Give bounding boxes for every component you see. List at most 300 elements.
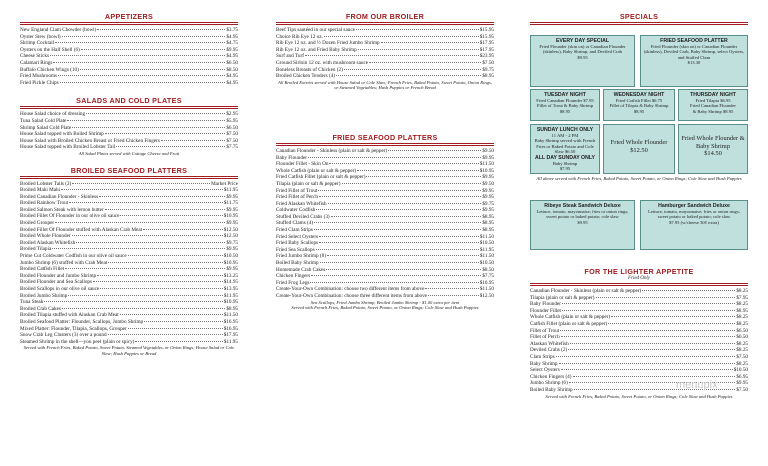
dot-leader xyxy=(329,163,478,164)
menu-item xyxy=(20,260,238,267)
from-broiler-title: FROM OUR BROILER xyxy=(345,12,425,21)
thursday-title: THURSDAY NIGHT xyxy=(690,92,736,98)
menu-item xyxy=(20,200,238,207)
menu-item xyxy=(276,188,494,195)
menu-item-price: $17.95 xyxy=(479,46,494,53)
menu-item-price: $9.95 xyxy=(226,46,238,53)
dot-leader xyxy=(120,215,222,216)
wednesday-title: WEDNESDAY NIGHT xyxy=(613,92,665,98)
menu-item xyxy=(276,73,494,80)
dot-leader xyxy=(62,36,226,37)
menu-item xyxy=(20,207,238,214)
menu-item xyxy=(20,220,238,227)
menu-item-name: Oysters on the Half Shell (6) xyxy=(20,46,80,53)
menu-item-name: Whole Catfish (plain or salt & pepper) xyxy=(276,167,357,174)
dot-leader xyxy=(562,303,735,304)
menu-item-price: $8.50 xyxy=(482,266,494,273)
menu-item xyxy=(20,53,238,60)
menu-item-price: $10.50 xyxy=(479,240,494,247)
dot-leader xyxy=(324,36,479,37)
menu-item-price: $6.50 xyxy=(226,59,238,66)
dot-leader xyxy=(116,146,225,147)
menu-item-price: $8.25 xyxy=(736,301,748,308)
lighter-list xyxy=(530,288,748,394)
dot-leader xyxy=(58,75,225,76)
dot-leader xyxy=(320,262,479,263)
ribeye-sandwich-box xyxy=(530,200,635,250)
menu-item-price: $9.95 xyxy=(482,154,494,161)
menu-item xyxy=(276,181,494,188)
menu-item xyxy=(276,214,494,221)
menu-item xyxy=(530,334,748,341)
menu-item xyxy=(276,27,494,34)
menu-item-name: Broiled Scallops in our olive oil sauce xyxy=(20,286,100,292)
menu-item xyxy=(276,273,494,280)
dot-leader xyxy=(596,297,736,298)
dot-leader xyxy=(86,113,225,114)
menu-item-name: Fillet of Perch xyxy=(530,334,560,341)
menu-item-name: Baby Shrimp xyxy=(530,360,558,367)
menu-item-price: $8.95 xyxy=(482,220,494,227)
dot-leader xyxy=(314,222,481,223)
from-broiler-note: All Broiled Entrées served with House Salad or Cole Slaw; French Fries, Baked Potato, Sweet Potato, Onion Rings, or Steamed Vegetables; Hush Puppies or French Bread xyxy=(278,79,492,91)
menu-item-name: Whole Catfish (plain or salt & pepper) xyxy=(530,314,611,321)
dot-leader xyxy=(562,310,735,311)
dot-leader xyxy=(319,236,479,237)
menu-item-name: Broiled Seafood Platter: Flounder, Scallops, Jumbo Shrimp xyxy=(20,318,144,325)
dot-leader xyxy=(72,235,223,236)
menu-item xyxy=(20,138,238,145)
menu-item-name: Broiled Lobster Tails (2) xyxy=(20,180,72,187)
menu-item-name: Fried Fillet of Trout xyxy=(276,187,318,194)
menu-item xyxy=(276,260,494,267)
menu-item xyxy=(276,67,494,74)
menu-item-name: Tilapia (plain or salt & pepper) xyxy=(276,180,341,187)
menu-item-name: Select Oysters xyxy=(530,367,560,374)
sunday-lunch-box xyxy=(530,124,600,174)
menu-item-name: Surf and Turf xyxy=(276,53,304,60)
menu-item-name: Boiled Baby Shrimp xyxy=(530,386,573,393)
menu-item-price: $9.95 xyxy=(226,220,238,227)
dot-leader xyxy=(44,301,222,302)
dot-leader xyxy=(381,42,479,43)
menu-item xyxy=(530,341,748,348)
dot-leader xyxy=(326,269,481,270)
menu-item-price: $7.75 xyxy=(226,144,238,151)
menu-item-name: Baby Flounder xyxy=(530,301,561,308)
menu-item xyxy=(276,247,494,254)
every-day-special-price: $9.95 xyxy=(577,54,588,60)
menu-item-price: $11.50 xyxy=(479,233,494,240)
menupix-watermark: menupix xyxy=(676,379,718,391)
menu-item-price: $8.95 xyxy=(226,305,238,312)
menu-item xyxy=(276,220,494,227)
menu-item-name: Shrimp Cocktail xyxy=(20,40,55,47)
menu-item-name: House Salad with Broiled Chicken Breast or Fried Chicken Fingers xyxy=(20,137,160,144)
fried-platters-list xyxy=(276,148,494,300)
menu-item xyxy=(20,181,238,188)
dot-leader xyxy=(128,255,223,256)
dot-leader xyxy=(81,49,226,50)
dot-leader xyxy=(316,249,479,250)
menu-item-price: $4.95 xyxy=(226,33,238,40)
whole-flounder-shrimp-price: $14.50 xyxy=(704,150,722,158)
menu-item-name: Tilapia (plain or salt & pepper) xyxy=(530,294,595,301)
menu-item-name: Beef Tips sautéed in our special sauce xyxy=(276,27,355,33)
menu-item xyxy=(20,266,238,273)
menu-item-price: $9.95 xyxy=(226,266,238,273)
menu-item-price: $11.95 xyxy=(223,292,238,299)
dot-leader xyxy=(72,127,225,128)
menu-item xyxy=(276,280,494,287)
lighter-subtitle: Fried Only xyxy=(627,276,651,281)
menu-item-price: $9.95 xyxy=(482,207,494,214)
menu-item-price: $15.95 xyxy=(479,27,494,33)
menu-item xyxy=(20,194,238,201)
hamburger-text: Lettuce, tomato, mayonnaise; fries or onion rings; sweet potato or baked potato; cole slaw xyxy=(648,209,740,220)
menu-item xyxy=(276,240,494,247)
menu-item xyxy=(276,201,494,208)
menu-item-name: Broiled Whole Flounder xyxy=(20,233,71,240)
menu-item-price: $2.95 xyxy=(226,111,238,118)
dot-leader xyxy=(342,183,482,184)
dot-leader xyxy=(319,242,479,243)
menu-item-name: Broiled Tilapia xyxy=(20,246,52,253)
dot-leader xyxy=(356,29,479,30)
column-2 xyxy=(276,12,494,311)
ribeye-text: Lettuce, tomato, mayonnaise; fries or onion rings; sweet potato or baked potato; cole slaw xyxy=(536,209,629,220)
menu-item-name: Fried Mushrooms xyxy=(20,73,58,80)
menu-item-price: $10.50 xyxy=(733,367,748,374)
menu-item xyxy=(276,60,494,67)
menu-item-name: Broiled Fillet Of Flounder in our olive oil sauce xyxy=(20,213,120,220)
dot-leader xyxy=(55,42,225,43)
dot-leader xyxy=(369,62,481,63)
menu-item-price: $12.50 xyxy=(479,293,494,299)
divider xyxy=(276,143,494,146)
menu-item xyxy=(20,47,238,54)
menu-item xyxy=(276,286,494,293)
sunday-all-day-title: ALL DAY SUNDAY ONLY xyxy=(535,154,595,161)
dot-leader xyxy=(331,216,482,217)
menu-item-name: Broiled Grouper xyxy=(20,220,55,227)
dot-leader xyxy=(318,190,481,191)
hamburger-price: $7.95 (w/cheese 30¢ extra) xyxy=(669,219,719,225)
divider xyxy=(276,22,494,25)
menu-item-name: Jumbo Shrimp (6) xyxy=(530,380,568,387)
menu-item-price: $9.95 xyxy=(226,193,238,200)
menu-item xyxy=(20,306,238,313)
menu-item-name: House Salad topped with Broiled Lobster Tail xyxy=(20,144,116,151)
menu-item-price: $11.50 xyxy=(479,161,494,168)
menu-item-name: Fried Catfish Fillet (plain or salt & pepper) xyxy=(276,174,366,181)
menu-item-name: Jumbo Shrimp (6) stuffed with Crab Meat xyxy=(20,259,108,266)
menu-item-name: Flounder Fillet xyxy=(530,307,561,314)
wednesday-line-2: Fillet of Tilapia & Baby Shrimp xyxy=(609,103,669,109)
dot-leader xyxy=(72,183,210,184)
menu-item-name: Shrimp Salad Cold Plate xyxy=(20,124,72,131)
menu-item xyxy=(276,161,494,168)
menu-item-price: $8.25 xyxy=(736,314,748,321)
every-day-special-title: EVERY DAY SPECIAL xyxy=(555,38,610,44)
menu-item-name: Snow Crab Leg Clusters (3) over a pound xyxy=(20,332,107,339)
menu-item xyxy=(20,253,238,260)
menu-item-name: Clam Strips xyxy=(530,353,555,360)
whole-flounder-box xyxy=(603,124,675,174)
column-3 xyxy=(530,12,748,27)
tuesday-night-box xyxy=(530,89,600,121)
menu-item-price: $8.95 xyxy=(482,213,494,220)
menu-item xyxy=(276,227,494,234)
menu-item xyxy=(20,67,238,74)
menu-item-name: Broiled Rainbow Trout xyxy=(20,200,69,207)
menu-item xyxy=(530,328,748,335)
menu-item xyxy=(20,125,238,132)
menu-item xyxy=(20,312,238,319)
menu-item-price: $5.95 xyxy=(226,117,238,124)
menu-item-name: Tuna Steak xyxy=(20,299,44,306)
menu-item-price: $11.50 xyxy=(479,286,494,293)
dot-leader xyxy=(128,328,223,329)
menu-item-price: $7.95 xyxy=(736,294,748,301)
menu-item-name: Fried Pickle Chips xyxy=(20,79,59,86)
sunday-line-1: 11 AM - 2 PM xyxy=(551,133,579,138)
menu-item-name: Fried Sea Scallops xyxy=(276,246,315,253)
dot-leader xyxy=(143,229,223,230)
menu-item-name: Fried Clam Strips xyxy=(276,227,313,234)
dot-leader xyxy=(314,229,481,230)
menu-item-name: Buffalo Chicken Wings (10) xyxy=(20,66,79,73)
menu-item xyxy=(20,299,238,306)
menu-item xyxy=(20,240,238,247)
menu-item xyxy=(530,288,748,295)
menu-item-name: Ground Sirloin 12 oz. with mushroom sauce xyxy=(276,59,369,66)
dot-leader xyxy=(135,341,223,342)
salads-note: All Salad Plates served with Cottage Cheese and Fruit xyxy=(78,150,180,156)
divider xyxy=(530,22,748,25)
menu-item-name: Steamed Shrimp in the shell—you peel (plain or spicy) xyxy=(20,338,135,345)
lighter-note: Served with French Fries, Baked Potato, Sweet Potato, or Onion Rings; Cole Slaw and Hush Puppies xyxy=(545,393,733,399)
dot-leader xyxy=(97,275,223,276)
platter-title: FRIED SEAFOOD PLATTER xyxy=(660,38,728,44)
menu-item-name: Chicken Fingers (4) xyxy=(530,373,572,380)
divider xyxy=(20,22,238,25)
menu-item-name: Broiled Alaskan Whitefish xyxy=(20,239,76,246)
menu-item-name: Choice Rib Eye 12 oz. xyxy=(276,33,323,40)
menu-item-price: $8.25 xyxy=(736,340,748,347)
ribeye-title: Ribeye Steak Sandwich Deluxe xyxy=(544,203,621,209)
menu-item-price: $9.95 xyxy=(482,174,494,181)
menu-item-name: Rib Eye 12 oz. and Fried Baby Shrimp xyxy=(276,46,357,53)
broiled-platters-title: BROILED SEAFOOD PLATTERS xyxy=(70,165,188,175)
lighter-title: FOR THE LIGHTER APPETITE xyxy=(584,267,694,276)
dot-leader xyxy=(308,157,481,158)
menu-item xyxy=(530,295,748,302)
menu-item-name: Boneless Breasts of Chicken (2) xyxy=(276,66,343,73)
dot-leader xyxy=(108,334,223,335)
menu-item xyxy=(20,227,238,234)
menu-item-price: $8.95 xyxy=(736,307,748,314)
platter-text: Fried Flounder (skin on) or Canadian Flounder (skinless), Deviled Crab, Baby Shrimp, select Oysters, and Stuffed Clam xyxy=(643,44,745,60)
dot-leader xyxy=(67,120,225,121)
sunday-title: SUNDAY LUNCH ONLY xyxy=(536,127,594,133)
wednesday-line-1: Fried Catfish Fillet $6.75 xyxy=(615,98,663,103)
dot-leader xyxy=(568,349,735,350)
dot-leader xyxy=(55,222,225,223)
menu-item-name: Broiled Flounder and Sea Scallops xyxy=(20,279,93,286)
menu-item xyxy=(530,301,748,308)
menu-item xyxy=(530,354,748,361)
dot-leader xyxy=(366,176,481,177)
menu-item-price: $6.50 xyxy=(736,327,748,334)
menu-item-price: $6.50 xyxy=(226,124,238,131)
appetizers-title: APPETIZERS xyxy=(104,12,154,21)
menu-item-name: Oyster Stew (bowl) xyxy=(20,33,61,40)
dot-leader xyxy=(105,209,226,210)
whole-flounder-price: $12.50 xyxy=(630,146,648,154)
dot-leader xyxy=(428,295,479,296)
menu-item-name: Fried Jumbo Shrimp (8) xyxy=(276,253,327,260)
menu-item xyxy=(20,339,238,346)
menu-item-price: $13.25 xyxy=(223,272,238,279)
menu-item xyxy=(20,73,238,80)
menu-item-name: Canadian Flounder - Skinless (plain or salt & pepper) xyxy=(530,288,642,294)
dot-leader xyxy=(570,343,736,344)
menu-item-price: $17.95 xyxy=(479,40,494,47)
menu-item-price: $10.50 xyxy=(479,260,494,267)
menu-item-name: Deviled Crabs (2) xyxy=(530,347,568,354)
whole-flounder-shrimp-title: Fried Whole Flounder & Baby Shrimp xyxy=(681,135,745,150)
tuesday-line-2: Fillet of Trout & Baby Shrimp xyxy=(536,103,594,109)
dot-leader xyxy=(560,330,735,331)
fried-platters-note: Served with French Fries, Baked Potato, Sweet Potato, or Onion Rings; Cole Slaw and Hush Puppies xyxy=(291,305,479,311)
menu-item-name: Mixed Platter: Flounder, Tilapia, Scallops, Grouper xyxy=(20,325,127,332)
menu-item-price: $4.95 xyxy=(226,53,238,60)
dot-leader xyxy=(144,321,223,322)
dot-leader xyxy=(573,376,736,377)
dot-leader xyxy=(310,282,478,283)
menu-item xyxy=(530,367,748,374)
dot-leader xyxy=(559,363,736,364)
menu-item-name: Fried Baby Scallops xyxy=(276,240,319,247)
dot-leader xyxy=(344,69,481,70)
menu-item xyxy=(276,148,494,155)
wednesday-line-3: $8.95 xyxy=(633,108,645,114)
dot-leader xyxy=(161,140,225,141)
every-day-special-text: Fried Flounder (skin on) or Canadian Flounder (skinless), Baby Shrimp, and Deviled Crab xyxy=(539,44,626,55)
thursday-line-2: Fried Canadian Flounder xyxy=(690,103,736,109)
menu-item-price: $9.75 xyxy=(482,200,494,207)
menu-item xyxy=(20,131,238,138)
menu-item-price: $4.75 xyxy=(226,40,238,47)
dot-leader xyxy=(556,356,736,357)
menu-item xyxy=(20,187,238,194)
appetizers-list xyxy=(20,27,238,86)
dot-leader xyxy=(311,275,481,276)
menu-item-price: $9.50 xyxy=(482,147,494,154)
menu-item-price: $4.95 xyxy=(226,73,238,80)
dot-leader xyxy=(105,133,226,134)
menu-item-name: House Salad topped with Boiled Shrimp xyxy=(20,131,104,138)
dot-leader xyxy=(328,203,482,204)
menu-item-name: House Salad choice of dressing xyxy=(20,111,86,118)
menu-item-name: Boiled Baby Shrimp xyxy=(276,260,319,267)
menu-item-name: Tuna Salad Cold Plate xyxy=(20,117,67,124)
menu-item xyxy=(20,326,238,333)
thursday-line-3: & Baby Shrimp $8.95 xyxy=(692,108,734,114)
menu-item xyxy=(20,144,238,151)
whole-flounder-title: Fried Whole Flounder xyxy=(610,139,668,146)
menu-item-price: $8.25 xyxy=(736,347,748,354)
dot-leader xyxy=(336,75,481,76)
divider xyxy=(20,176,238,179)
menu-item xyxy=(20,80,238,87)
menu-item-price: $9.95 xyxy=(736,380,748,387)
from-broiler-list xyxy=(276,27,494,80)
menu-item-name: Broiled Salmon Steak with lemon butter xyxy=(20,206,104,213)
dot-leader xyxy=(561,369,733,370)
menu-item-price: $3.75 xyxy=(226,27,238,33)
dot-leader xyxy=(69,202,223,203)
menu-item xyxy=(530,347,748,354)
menu-item-name: Broiled Fillet Of Flounder stuffed with Alaskan Crab Meat xyxy=(20,226,143,233)
every-day-special-box xyxy=(530,35,635,87)
menu-item-name: Fried Fillet of Perch xyxy=(276,194,318,201)
dot-leader xyxy=(50,55,225,56)
menu-item-price: $14.95 xyxy=(223,279,238,286)
menu-item-price: $11.50 xyxy=(223,312,238,319)
menu-item-price: $16.95 xyxy=(223,325,238,332)
menu-item-name: Broiled Mahi Mahi xyxy=(20,187,61,194)
menu-item-price: $11.95 xyxy=(223,338,238,345)
menu-item-name: Broiled Chicken Tenders (4) xyxy=(276,73,336,80)
column-1 xyxy=(20,12,238,357)
tuesday-line-3: $8.95 xyxy=(559,108,571,114)
menu-item xyxy=(20,273,238,280)
menu-item-price: $12.50 xyxy=(223,233,238,240)
wednesday-night-box xyxy=(603,89,675,121)
menu-item xyxy=(530,314,748,321)
menu-item-price: $10.95 xyxy=(479,279,494,286)
thursday-night-box xyxy=(678,89,748,121)
dot-leader xyxy=(561,336,736,337)
menu-item-price: $7.50 xyxy=(736,386,748,393)
dot-leader xyxy=(327,255,479,256)
dot-leader xyxy=(305,55,479,56)
dot-leader xyxy=(388,150,481,151)
menu-item xyxy=(20,233,238,240)
menu-item xyxy=(20,286,238,293)
dot-leader xyxy=(611,316,735,317)
dot-leader xyxy=(53,62,225,63)
menu-item-price: $7.50 xyxy=(226,131,238,138)
ribeye-price: $9.95 xyxy=(577,219,588,225)
menu-item xyxy=(20,319,238,326)
menu-item xyxy=(276,207,494,214)
menu-item xyxy=(276,267,494,274)
menu-item-price: $9.95 xyxy=(226,206,238,213)
menu-item-price: $12.50 xyxy=(223,226,238,233)
dot-leader xyxy=(80,69,226,70)
menu-item-name: Canadian Flounder - Skinless (plain or salt & pepper) xyxy=(276,147,388,154)
menu-item-name: Broiled Jumbo Shrimp xyxy=(20,292,68,299)
menu-item-name: Broiled Catfish Fillet xyxy=(20,266,65,273)
menu-item-name: Fried Frog Legs xyxy=(276,279,310,286)
dot-leader xyxy=(120,314,223,315)
menu-item-name: Broiled Crab Cakes xyxy=(20,305,61,312)
dot-leader xyxy=(642,290,735,291)
dot-leader xyxy=(61,189,223,190)
